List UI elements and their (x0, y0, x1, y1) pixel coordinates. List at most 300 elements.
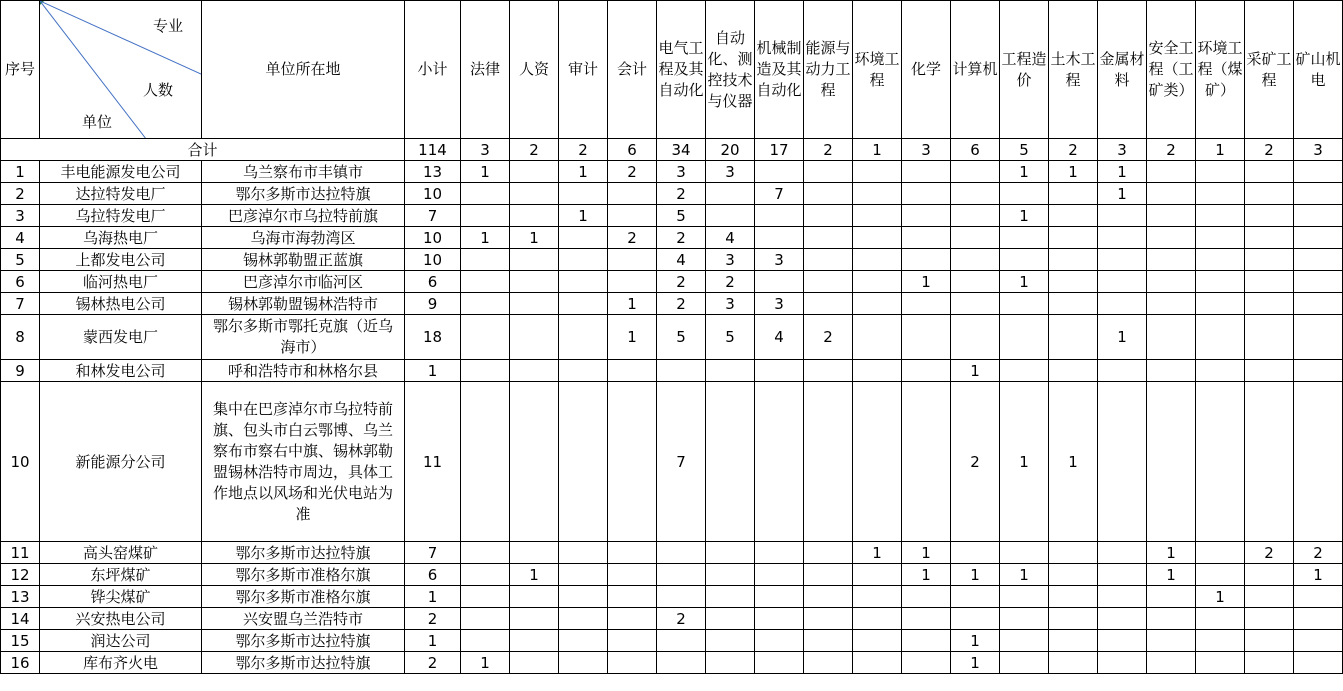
row-value (608, 564, 657, 586)
row-value (559, 652, 608, 674)
row-value (706, 205, 755, 227)
row-value (755, 652, 804, 674)
row-value (1049, 205, 1098, 227)
row-value: 1 (1049, 382, 1098, 542)
row-value: 2 (657, 183, 706, 205)
row-location: 鄂尔多斯市准格尔旗 (202, 564, 405, 586)
row-value (461, 360, 510, 382)
row-value (1000, 608, 1049, 630)
row-unit: 和林发电公司 (40, 360, 202, 382)
row-value (1196, 382, 1245, 542)
row-subtotal: 1 (405, 630, 461, 652)
row-value (1049, 227, 1098, 249)
row-value: 1 (1049, 161, 1098, 183)
row-value (706, 542, 755, 564)
row-value (755, 227, 804, 249)
row-value (1196, 652, 1245, 674)
row-value (510, 293, 559, 315)
row-value (804, 382, 853, 542)
row-location: 乌兰察布市丰镇市 (202, 161, 405, 183)
row-value (1294, 205, 1343, 227)
row-value (853, 249, 902, 271)
header-subtotal: 小计 (405, 1, 461, 139)
row-value (1049, 630, 1098, 652)
row-location: 乌海市海勃湾区 (202, 227, 405, 249)
row-value (951, 315, 1000, 360)
row-value (1294, 630, 1343, 652)
row-value (1294, 608, 1343, 630)
row-value: 2 (1245, 542, 1294, 564)
row-value (510, 542, 559, 564)
header-major: 工程造价 (1000, 1, 1049, 139)
row-value: 4 (755, 315, 804, 360)
row-unit: 高头窑煤矿 (40, 542, 202, 564)
row-value (608, 652, 657, 674)
row-value (951, 293, 1000, 315)
row-value (1049, 183, 1098, 205)
row-seq: 15 (1, 630, 40, 652)
row-value (608, 630, 657, 652)
row-value (657, 542, 706, 564)
row-value (657, 360, 706, 382)
row-value (951, 608, 1000, 630)
row-value (559, 183, 608, 205)
row-value: 2 (804, 315, 853, 360)
row-value (510, 652, 559, 674)
row-value: 1 (559, 161, 608, 183)
row-unit: 乌拉特发电厂 (40, 205, 202, 227)
row-value (1147, 249, 1196, 271)
row-value (1049, 564, 1098, 586)
row-location: 鄂尔多斯市达拉特旗 (202, 652, 405, 674)
row-value (853, 271, 902, 293)
row-unit: 新能源分公司 (40, 382, 202, 542)
row-value (804, 249, 853, 271)
row-value: 1 (853, 542, 902, 564)
row-value: 3 (706, 249, 755, 271)
row-value (559, 542, 608, 564)
row-value (1000, 315, 1049, 360)
table-row (1, 542, 1343, 564)
row-seq: 11 (1, 542, 40, 564)
table-row (1, 382, 1343, 542)
row-value (1049, 315, 1098, 360)
total-label: 合计 (1, 139, 405, 161)
row-value: 1 (510, 227, 559, 249)
row-value (1000, 183, 1049, 205)
total-value: 34 (657, 139, 706, 161)
row-value (902, 205, 951, 227)
row-value: 1 (902, 271, 951, 293)
row-value (755, 205, 804, 227)
row-location: 兴安盟乌兰浩特市 (202, 608, 405, 630)
header-seq: 序号 (1, 1, 40, 139)
row-value: 5 (657, 315, 706, 360)
row-value (1294, 161, 1343, 183)
row-value (1245, 293, 1294, 315)
row-value (706, 608, 755, 630)
total-value: 3 (902, 139, 951, 161)
row-value (608, 271, 657, 293)
row-value (1000, 227, 1049, 249)
row-value (510, 271, 559, 293)
row-value (951, 205, 1000, 227)
row-value (510, 249, 559, 271)
row-value (1245, 360, 1294, 382)
table-row (1, 564, 1343, 586)
row-value (1196, 205, 1245, 227)
row-value (902, 161, 951, 183)
table-row (1, 608, 1343, 630)
row-value (1098, 227, 1147, 249)
row-unit: 锡林热电公司 (40, 293, 202, 315)
row-location: 巴彦淖尔市乌拉特前旗 (202, 205, 405, 227)
total-value: 17 (755, 139, 804, 161)
row-value (510, 315, 559, 360)
row-value (559, 382, 608, 542)
header-major: 电气工程及其自动化 (657, 1, 706, 139)
row-value (853, 652, 902, 674)
row-value: 1 (608, 293, 657, 315)
total-value: 6 (951, 139, 1000, 161)
row-value (559, 564, 608, 586)
row-value (1245, 652, 1294, 674)
row-seq: 5 (1, 249, 40, 271)
table-row (1, 630, 1343, 652)
header-major: 机械制造及其自动化 (755, 1, 804, 139)
row-value: 7 (657, 382, 706, 542)
total-value: 1 (853, 139, 902, 161)
row-value (461, 586, 510, 608)
table-row (1, 360, 1343, 382)
row-value (853, 608, 902, 630)
row-value: 4 (706, 227, 755, 249)
row-value (657, 564, 706, 586)
row-value (804, 183, 853, 205)
row-value (755, 161, 804, 183)
table-row (1, 161, 1343, 183)
row-value (951, 227, 1000, 249)
row-value (1196, 271, 1245, 293)
row-location: 呼和浩特市和林格尔县 (202, 360, 405, 382)
row-value (853, 293, 902, 315)
row-value (1147, 205, 1196, 227)
row-value (461, 249, 510, 271)
row-value: 2 (608, 161, 657, 183)
row-value (804, 630, 853, 652)
row-value (902, 360, 951, 382)
row-value (1049, 586, 1098, 608)
row-value (1196, 293, 1245, 315)
row-seq: 8 (1, 315, 40, 360)
total-value: 1 (1196, 139, 1245, 161)
row-value (461, 183, 510, 205)
row-unit: 临河热电厂 (40, 271, 202, 293)
row-value (951, 542, 1000, 564)
row-value (1196, 249, 1245, 271)
row-value: 1 (1000, 161, 1049, 183)
row-value (1098, 382, 1147, 542)
row-seq: 10 (1, 382, 40, 542)
row-value (853, 586, 902, 608)
row-value (755, 564, 804, 586)
row-value (461, 205, 510, 227)
row-value (1294, 249, 1343, 271)
row-subtotal: 2 (405, 608, 461, 630)
total-value: 2 (559, 139, 608, 161)
row-value (510, 183, 559, 205)
row-value (804, 271, 853, 293)
total-value: 6 (608, 139, 657, 161)
row-value (1294, 360, 1343, 382)
row-value (706, 382, 755, 542)
row-unit: 兴安热电公司 (40, 608, 202, 630)
row-value (755, 586, 804, 608)
row-value (1098, 564, 1147, 586)
row-value (559, 293, 608, 315)
row-value: 1 (1196, 586, 1245, 608)
row-value (1196, 183, 1245, 205)
header-major: 法律 (461, 1, 510, 139)
row-location: 鄂尔多斯市达拉特旗 (202, 183, 405, 205)
row-value (1147, 382, 1196, 542)
row-subtotal: 10 (405, 249, 461, 271)
header-major: 能源与动力工程 (804, 1, 853, 139)
row-value (1147, 271, 1196, 293)
row-value (1147, 315, 1196, 360)
row-value (706, 183, 755, 205)
row-value (1049, 608, 1098, 630)
header-major: 审计 (559, 1, 608, 139)
row-value: 1 (1000, 382, 1049, 542)
row-subtotal: 7 (405, 542, 461, 564)
table-row (1, 315, 1343, 360)
header-major: 矿山机电 (1294, 1, 1343, 139)
row-value (461, 271, 510, 293)
header-major: 化学 (902, 1, 951, 139)
row-value (1294, 652, 1343, 674)
row-seq: 7 (1, 293, 40, 315)
header-major: 土木工程 (1049, 1, 1098, 139)
row-value (1245, 205, 1294, 227)
row-value: 7 (755, 183, 804, 205)
row-value: 2 (657, 271, 706, 293)
row-value (1098, 586, 1147, 608)
row-unit: 东坪煤矿 (40, 564, 202, 586)
row-location: 巴彦淖尔市临河区 (202, 271, 405, 293)
row-value (1245, 227, 1294, 249)
row-value (1294, 183, 1343, 205)
header-row (1, 1, 1343, 139)
row-value (608, 205, 657, 227)
row-value: 2 (1294, 542, 1343, 564)
row-value (1098, 205, 1147, 227)
row-value (902, 315, 951, 360)
row-seq: 3 (1, 205, 40, 227)
row-value (804, 360, 853, 382)
row-value (1000, 586, 1049, 608)
table-row (1, 271, 1343, 293)
row-value (902, 608, 951, 630)
row-subtotal: 9 (405, 293, 461, 315)
row-value: 3 (755, 293, 804, 315)
row-value (1147, 608, 1196, 630)
row-value: 3 (706, 161, 755, 183)
row-value (755, 542, 804, 564)
row-value (1000, 630, 1049, 652)
row-value (902, 630, 951, 652)
row-value (1098, 360, 1147, 382)
row-seq: 14 (1, 608, 40, 630)
row-unit: 达拉特发电厂 (40, 183, 202, 205)
diag-label-count: 人数 (142, 81, 173, 99)
row-value (1196, 608, 1245, 630)
row-value (951, 183, 1000, 205)
header-diagonal-cell (40, 1, 202, 139)
row-value (1000, 249, 1049, 271)
table-row (1, 227, 1343, 249)
row-value (902, 183, 951, 205)
row-value (1098, 271, 1147, 293)
row-value (461, 315, 510, 360)
row-unit: 库布齐火电 (40, 652, 202, 674)
row-value: 1 (1000, 271, 1049, 293)
total-subtotal: 114 (405, 139, 461, 161)
row-seq: 2 (1, 183, 40, 205)
row-value (902, 293, 951, 315)
row-subtotal: 1 (405, 586, 461, 608)
row-value: 1 (1098, 161, 1147, 183)
row-value (804, 608, 853, 630)
row-value (804, 227, 853, 249)
row-value (1245, 249, 1294, 271)
row-value: 2 (951, 382, 1000, 542)
row-value: 2 (608, 227, 657, 249)
row-value (1049, 249, 1098, 271)
row-value (559, 249, 608, 271)
row-value (559, 227, 608, 249)
row-value (657, 652, 706, 674)
row-value (1098, 652, 1147, 674)
header-major: 自动化、测控技术与仪器 (706, 1, 755, 139)
row-value: 1 (461, 227, 510, 249)
row-value: 4 (657, 249, 706, 271)
row-value (755, 608, 804, 630)
row-value: 1 (461, 652, 510, 674)
row-value (853, 315, 902, 360)
row-value (755, 360, 804, 382)
row-value (804, 652, 853, 674)
row-value: 3 (706, 293, 755, 315)
row-value (559, 360, 608, 382)
row-value (1294, 315, 1343, 360)
row-subtotal: 10 (405, 227, 461, 249)
row-value (608, 249, 657, 271)
row-seq: 4 (1, 227, 40, 249)
diag-label-unit: 单位 (82, 113, 113, 131)
row-value (1196, 542, 1245, 564)
row-value (1196, 315, 1245, 360)
row-value (1245, 271, 1294, 293)
row-value: 1 (1098, 315, 1147, 360)
header-location: 单位所在地 (202, 1, 405, 139)
row-value (510, 630, 559, 652)
header-major: 环境工程 (853, 1, 902, 139)
total-value: 3 (1294, 139, 1343, 161)
row-value (559, 630, 608, 652)
row-value: 1 (951, 564, 1000, 586)
row-value: 1 (1294, 564, 1343, 586)
row-value: 1 (1000, 564, 1049, 586)
total-value: 2 (1147, 139, 1196, 161)
row-value (1245, 382, 1294, 542)
header-major: 安全工程（工矿类） (1147, 1, 1196, 139)
row-value: 1 (951, 652, 1000, 674)
row-value (853, 161, 902, 183)
row-unit: 丰电能源发电公司 (40, 161, 202, 183)
row-location: 鄂尔多斯市达拉特旗 (202, 542, 405, 564)
row-location: 鄂尔多斯市准格尔旗 (202, 586, 405, 608)
row-value (853, 183, 902, 205)
header-major: 环境工程（煤矿） (1196, 1, 1245, 139)
row-value (608, 360, 657, 382)
table-row (1, 293, 1343, 315)
row-value (1098, 542, 1147, 564)
row-value (804, 161, 853, 183)
total-value: 2 (1049, 139, 1098, 161)
row-value (1098, 249, 1147, 271)
table-row (1, 183, 1343, 205)
row-value: 5 (706, 315, 755, 360)
row-value: 1 (1098, 183, 1147, 205)
row-seq: 6 (1, 271, 40, 293)
row-value (853, 382, 902, 542)
row-value: 1 (461, 161, 510, 183)
row-value (1245, 315, 1294, 360)
total-value: 3 (461, 139, 510, 161)
row-value (510, 360, 559, 382)
row-location: 锡林郭勒盟正蓝旗 (202, 249, 405, 271)
row-value: 2 (657, 608, 706, 630)
row-location: 锡林郭勒盟锡林浩特市 (202, 293, 405, 315)
row-value (1098, 608, 1147, 630)
row-seq: 12 (1, 564, 40, 586)
row-value: 1 (951, 360, 1000, 382)
row-value: 1 (902, 564, 951, 586)
row-seq: 13 (1, 586, 40, 608)
row-unit: 润达公司 (40, 630, 202, 652)
row-unit: 蒙西发电厂 (40, 315, 202, 360)
row-value (1147, 161, 1196, 183)
row-value: 3 (657, 161, 706, 183)
row-value (1000, 542, 1049, 564)
total-value: 5 (1000, 139, 1049, 161)
row-value (902, 227, 951, 249)
row-value (1147, 652, 1196, 674)
row-value (1196, 360, 1245, 382)
header-major: 采矿工程 (1245, 1, 1294, 139)
row-value (853, 630, 902, 652)
row-value (510, 161, 559, 183)
row-value (1147, 586, 1196, 608)
row-seq: 9 (1, 360, 40, 382)
row-value (1098, 630, 1147, 652)
total-value: 2 (804, 139, 853, 161)
row-value (1049, 360, 1098, 382)
row-value (706, 630, 755, 652)
header-major: 会计 (608, 1, 657, 139)
row-location: 鄂尔多斯市鄂托克旗（近乌海市） (202, 315, 405, 360)
